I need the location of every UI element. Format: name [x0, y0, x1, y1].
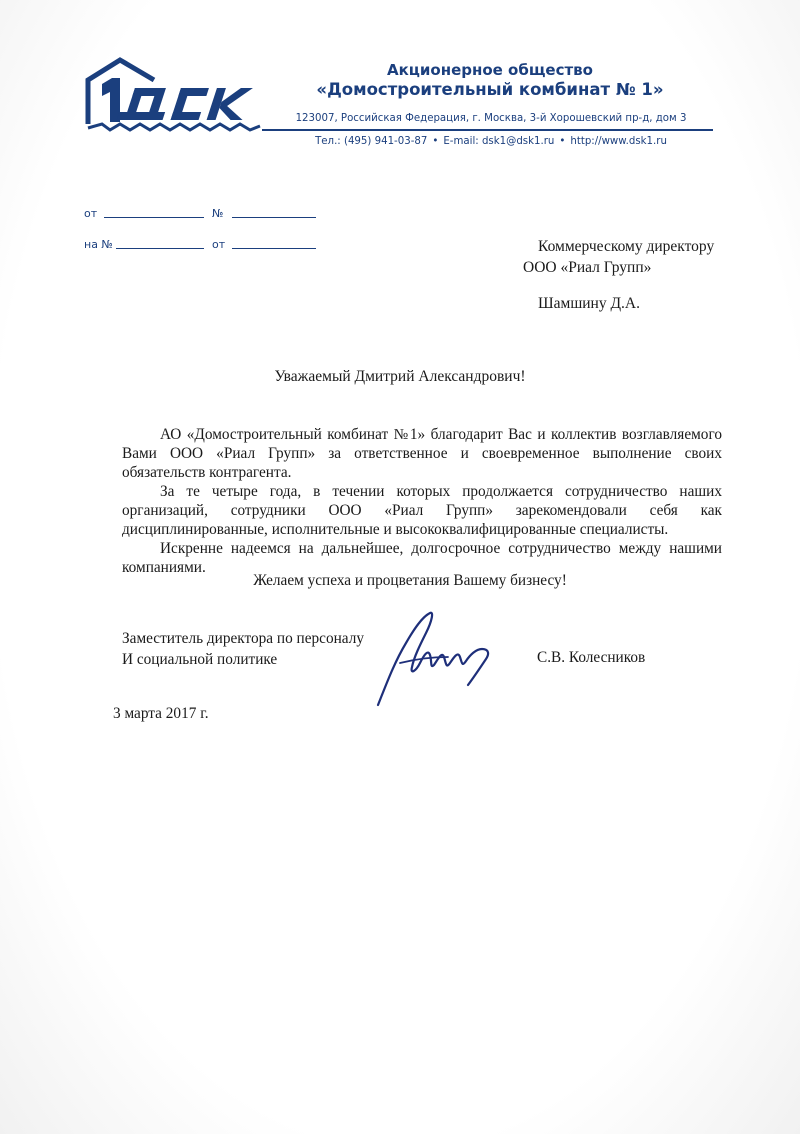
- org-name: «Домостроительный комбинат № 1»: [316, 80, 664, 99]
- separator-dot: •: [432, 136, 439, 147]
- signatory-title: [122, 628, 364, 670]
- reg-reply-to-line: [116, 248, 204, 249]
- letter-body: [122, 425, 722, 577]
- addressee-position: Коммерческому директору: [538, 238, 715, 255]
- reg-reply-from-line: [232, 248, 316, 249]
- org-contacts: [262, 136, 720, 147]
- reg-reply-from-label: от: [212, 238, 226, 251]
- body-paragraph: АО «Домостроительный комбинат №1» благодарит Вас и коллектив возглавляемого Вами ООО «Риал Групп» за ответственное и своевременное выполнение своих обязательств контрагента.: [122, 426, 722, 481]
- org-type: Акционерное общество: [387, 61, 593, 79]
- org-address: 123007, Российская Федерация, г. Москва, 3-й Хорошевский пр-д, дом 3: [295, 113, 687, 124]
- reg-from-line: [104, 217, 204, 218]
- reg-reply-to-label: на №: [84, 238, 113, 251]
- addressee-company: ООО «Риал Групп»: [523, 259, 652, 276]
- letter-date: 3 марта 2017 г.: [113, 705, 209, 722]
- signatory-title-line1: Заместитель директора по персоналу: [122, 630, 365, 647]
- salutation: Уважаемый Дмитрий Александрович!: [274, 368, 526, 385]
- body-paragraph: За те четыре года, в течении которых продолжается сотрудничество наших организаций, сотрудники ООО «Риал Групп» зарекомендовали себя как дисциплинированные, исполнительные и высококвалифицированные специалисты.: [122, 483, 722, 538]
- body-paragraph: Искренне надеемся на дальнейшее, долгосрочное сотрудничество между нашими компаниями.: [122, 540, 722, 576]
- addressee-name: Шамшину Д.А.: [538, 295, 640, 312]
- org-phone: Тел.: (495) 941-03-87: [315, 136, 428, 147]
- closing-line: Желаем успеха и процветания Вашему бизнесу!: [253, 572, 567, 589]
- org-website: http://www.dsk1.ru: [570, 136, 667, 147]
- separator-dot: •: [559, 136, 566, 147]
- org-email: E-mail: dsk1@dsk1.ru: [443, 136, 555, 147]
- signatory-title-line2: И социальной политике: [122, 651, 278, 668]
- signatory-name: С.В. Колесников: [537, 649, 646, 666]
- reg-number-label: №: [212, 207, 224, 220]
- header-divider: [262, 129, 713, 131]
- reg-from-label: от: [84, 207, 98, 220]
- reg-number-line: [232, 217, 316, 218]
- handwritten-signature: [372, 605, 502, 713]
- company-logo: [80, 54, 264, 136]
